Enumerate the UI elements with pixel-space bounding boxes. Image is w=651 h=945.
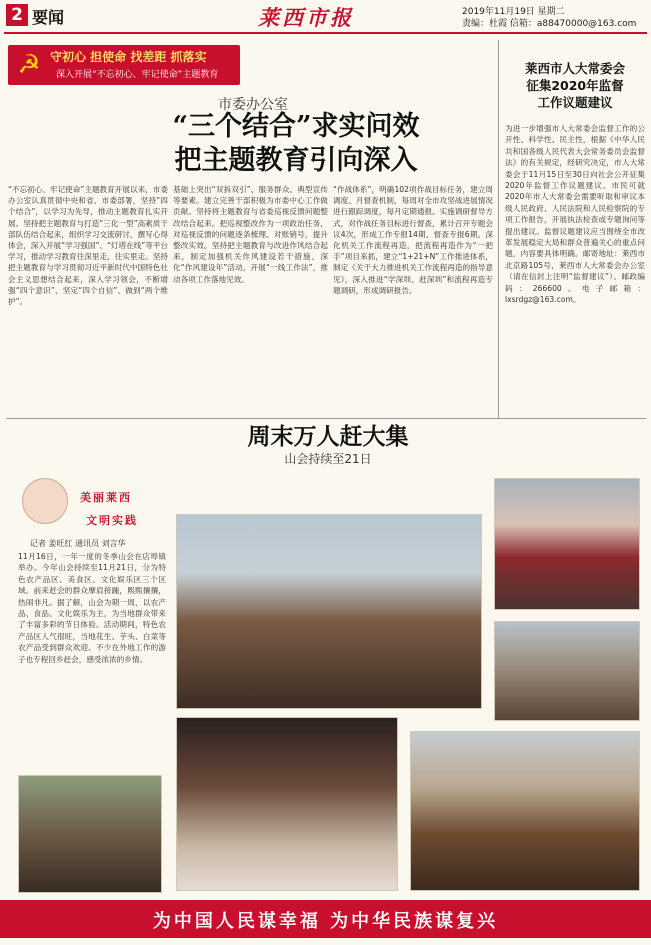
page-number: 2	[6, 4, 28, 26]
feature-subtitle: 山会持续至21日	[284, 452, 372, 466]
story-byline: 记者 姜旺红 通讯员 刘言华	[30, 539, 126, 548]
photo-sugar-figures	[176, 717, 398, 891]
feature-headline: 周末万人赶大集	[247, 424, 409, 450]
photo-produce-stall	[410, 731, 640, 891]
header-date: 2019年11月19日 星期二	[462, 7, 565, 17]
header-editors: 责编：杜霞 信箱：a88470000@163.com	[462, 19, 637, 29]
footer-slogan: 为中国人民谋幸福 为中华民族谋复兴	[152, 911, 499, 932]
photo-vendor	[18, 775, 162, 893]
logo-text-line2: 文明实践	[86, 514, 138, 527]
notice-title	[505, 60, 645, 111]
section-title: 要闻	[32, 8, 65, 27]
banner-subtitle: 深入开展“不忘初心、牢记使命”主题教育	[56, 70, 219, 80]
story-body: 11月16日，一年一度的冬季山会在店埠镇举办。今年山会持续至11月21日，分为特色农产品区、美食区、文化娱乐区三个区域。前来赶会的群众摩肩接踵，熙熙攘攘，热闹非凡。据了解，山会为期一周，以农产品、食品、文化娱乐为主，为当地群众带来了丰富多彩的节日体验。活动期间，特色农产品区人气很旺，当地花生、芋头、白菜等农产品受到群众欢迎。不少在外地工作的游子也专程回乡赶会，感受浓浓的乡情。	[18, 552, 166, 664]
lead-headline-line2: 把主题教育引向深入	[174, 145, 418, 176]
column-divider	[498, 40, 499, 418]
civilization-logo-icon	[22, 478, 68, 524]
masthead: 莱西市报	[258, 5, 354, 30]
photo-market-crowd	[176, 514, 482, 709]
header-rule	[4, 32, 647, 34]
party-emblem-icon: ☭	[17, 50, 41, 80]
lead-kicker: 市委办公室	[218, 97, 288, 113]
photo-market-shoppers	[494, 621, 640, 721]
notice-title-line1: 莱西市人大常委会	[524, 61, 625, 76]
lead-headline	[96, 110, 496, 178]
lead-headline-line1: “三个结合”求实问效	[172, 111, 420, 142]
lead-column-2: 基础上突出“双拆双引”、服务群众、典型宣传等要素。建立完善干部积极为市委中心工作做贡献。坚持将主题教育与省委巡视反馈问题整改结合起来。把巡视整改作为一项政治任务，对巡视反馈的问题逐条梳理、对账销号，提升整改实效。坚持把主题教育与改进作风结合起来，制定加强机关作风建设若干措施，深化“作风建设年”活动，开展“一线工作法”，推动各项工作落地见效。	[173, 185, 328, 284]
logo-text-line1: 美丽莱西	[80, 491, 132, 504]
photo-market-stalls	[494, 478, 640, 610]
notice-body: 为进一步增强市人大常委会监督工作的公开性、科学性、民主性，根据《中华人民共和国各级人民代表大会常务委员会监督法》的有关规定，经研究决定，市人大常委会于11月15日至30日向社会公开征集2020年监督工作议题建议。市民可就2020年市人大常委会需要听取和审议本级人民政府、人民法院和人民检察院的专项工作报告，开展执法检查或专题询问等提出建议。监督议题建议应当围绕全市改革发展稳定大局和群众普遍关心的重点问题，内容要具体明确。邮寄地址：莱西市北京路105号，莱西市人大常委会办公室（请在信封上注明“监督建议”）。邮政编码：266600。电子邮箱：lxsrdgz@163.com。	[505, 124, 645, 305]
banner-slogan: 守初心 担使命 找差距 抓落实	[50, 50, 207, 64]
lead-column-3: “作战体系”，明确102项作战目标任务，建立周调度、月督查机制，每周对全市攻坚战进展情况进行跟踪调度，每月定期通报。实施调研督导方式，对作战任务目标进行督查，累计召开专题会议4次，形成工作专报14期、督查专报6期。深化机关工作流程再造，把流程再造作为“一把手”项目来抓，建立“1+21+N”工作推进体系，制定《关于大力推进机关工作流程再造的指导意见》，深入推进“学深圳、赶深圳”和流程再造专题调研，形成调研报告。	[333, 185, 493, 295]
notice-title-line3: 工作议题建议	[537, 95, 613, 110]
header-info	[462, 6, 648, 30]
lead-column-1: “不忘初心、牢记使命”主题教育开展以来，市委办公室认真贯彻中央和省、市委部署，坚持“四个结合”，以学习为先导，推动主题教育扎实开展。坚持把主题教育与打造“三化一型”高素质干部队伍结合起来，组织学习交流研讨，撰写心得体会，深入开展“学习强国”、“灯塔在线”等平台学习，推动学习教育往深里走、往实里走。坚持把主题教育与学习贯彻习近平新时代中国特色社会主义思想结合起来，深入学习领会，不断增强“四个意识”、坚定“四个自信”、做到“两个维护”。	[8, 185, 168, 307]
notice-title-line2: 征集2020年监督	[526, 78, 624, 93]
